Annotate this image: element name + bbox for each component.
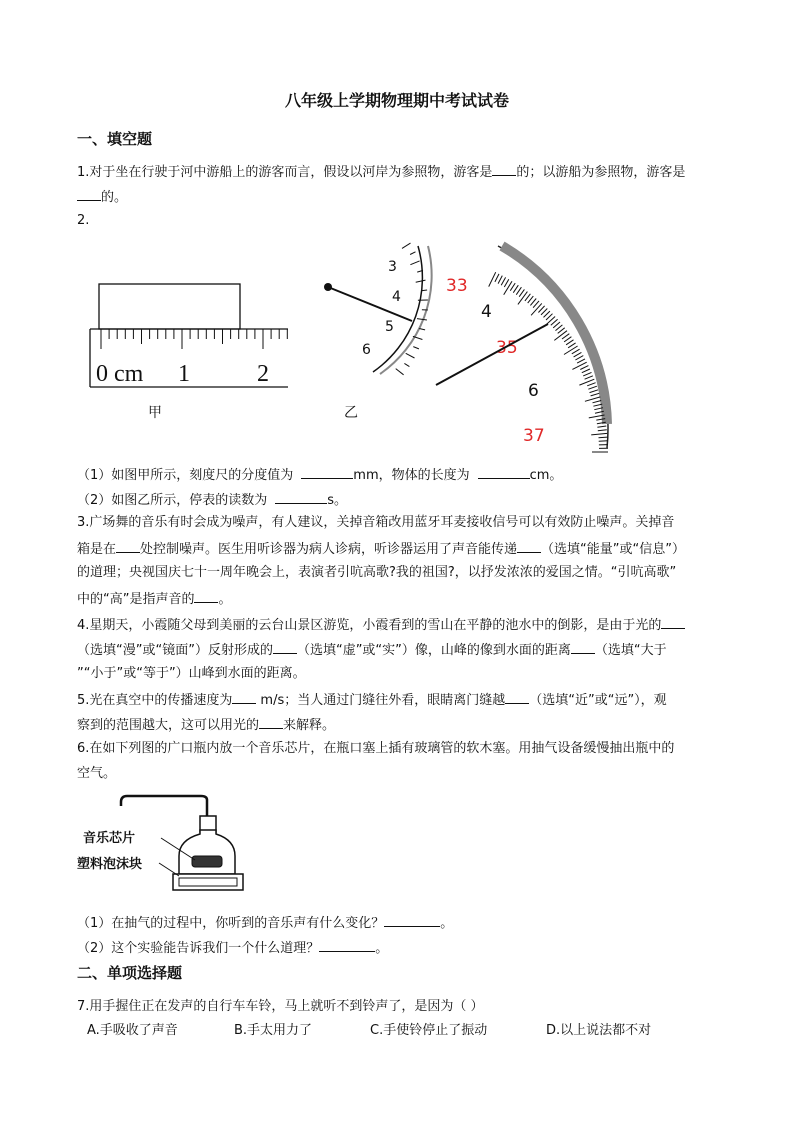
fig-label-music-chip: 音乐芯片 — [83, 831, 136, 846]
music-chip — [192, 856, 222, 867]
q2-sub1-text-a: （1）如图甲所示，刻度尺的分度值为 — [77, 468, 294, 483]
big-ticks-tick — [591, 393, 600, 396]
q2-sub1 — [77, 465, 562, 485]
big-ticks-tick — [564, 337, 571, 342]
q7-option-b[interactable]: B.手太用力了 — [234, 1023, 313, 1038]
big-ticks-tick — [495, 274, 499, 282]
question-3-line1: 3.广场舞的音乐有时会成为噪声，有人建议，关掉音箱改用蓝牙耳麦接收信号可以有效防止噪声。关掉音 — [77, 515, 675, 530]
section-heading-fill-blank: 一、填空题 — [77, 130, 153, 148]
big-ticks-tick — [564, 346, 578, 355]
q3-blank-3 — [194, 589, 218, 603]
question-4-line1 — [77, 615, 685, 635]
big-ticks-tick — [516, 287, 521, 295]
big-ticks-tick — [504, 281, 512, 295]
q2-blank-2 — [478, 465, 530, 479]
big-ticks-tick — [518, 292, 528, 305]
small-ticks-tick — [421, 290, 427, 291]
big-ticks-tick — [533, 301, 539, 308]
large-needle — [436, 324, 548, 385]
section-heading-single-choice: 二、单项选择题 — [77, 964, 183, 982]
q4-text-b: （选填“漫”或“镜面”）反射形成的 — [77, 643, 273, 658]
q4-blank-3 — [571, 640, 595, 654]
question-5-line2 — [77, 715, 335, 735]
big-ticks-tick — [498, 276, 502, 284]
big-ticks-tick — [583, 372, 591, 376]
big-ticks-tick — [577, 359, 585, 363]
q6-sub1 — [77, 913, 453, 933]
q5-text-b: m/s；当人通过门缝往外看，眼睛离门缝越 — [260, 693, 506, 708]
q5-blank-2 — [505, 690, 529, 704]
q1-text-b: 的；以游船为参照物，游客是 — [516, 165, 686, 180]
small-ticks-tick — [406, 353, 415, 358]
q7-option-d[interactable]: D.以上说法都不对 — [546, 1023, 652, 1038]
large-dial-4: 4 — [481, 302, 492, 322]
question-1 — [77, 162, 685, 182]
q5-blank-1 — [232, 690, 256, 704]
glass-tube — [121, 796, 207, 830]
big-ticks-tick — [531, 303, 542, 315]
big-ticks-tick — [597, 426, 606, 427]
q1-blank-2 — [77, 187, 101, 201]
question-6-line1: 6.在如下列图的广口瓶内放一个音乐芯片，在瓶口塞上插有玻璃管的软木塞。用抽气设备缓慢抽出瓶中的 — [77, 741, 675, 756]
q3-blank-2 — [517, 539, 541, 553]
ruler-label-0: 0 cm — [96, 361, 144, 387]
big-ticks-tick — [599, 437, 608, 438]
big-ticks-tick — [599, 441, 608, 442]
small-ticks-tick — [419, 329, 425, 330]
q7-option-a[interactable]: A.手吸收了声音 — [87, 1023, 178, 1038]
small-dial-6: 6 — [362, 342, 371, 358]
figure-label-yi: 乙 — [344, 405, 358, 421]
q6-blank-2 — [319, 938, 375, 952]
small-dial-4: 4 — [392, 289, 401, 305]
big-ticks-tick — [598, 430, 607, 431]
big-ticks-tick — [593, 401, 602, 403]
stopwatch-figure — [318, 244, 610, 450]
bottle-figure — [75, 790, 255, 900]
q4-text-d: （选填“大于 — [594, 643, 667, 658]
q4-text-a: 4.星期天，小霞随父母到美丽的云台山景区游览，小霞看到的雪山在平静的池水中的倒影，是由于光的 — [77, 618, 662, 633]
q6-sub2-text: （2）这个实验能告诉我们一个什么道理？ — [77, 941, 320, 956]
big-ticks-tick — [585, 397, 600, 401]
big-ticks-tick — [572, 349, 580, 354]
q6-sub1-text: （1）在抽气的过程中，你听到的音乐声有什么变化？ — [77, 916, 385, 931]
big-ticks-tick — [591, 433, 607, 435]
big-ticks-tick — [519, 289, 524, 296]
question-4-line2 — [77, 640, 667, 660]
q6-sub2-end: 。 — [375, 941, 389, 956]
small-ticks-tick — [402, 243, 411, 248]
q4-blank-2 — [273, 640, 297, 654]
ruler-label-1: 1 — [178, 361, 190, 387]
large-dial-ticks — [489, 272, 608, 452]
q1-blank-1 — [492, 162, 516, 176]
big-ticks-tick — [572, 362, 586, 369]
ruler-figure — [88, 280, 298, 390]
q2-blank-3 — [275, 490, 327, 504]
small-ticks-tick — [416, 280, 426, 282]
q2-sub1-text-b: mm，物体的长度为 — [353, 468, 470, 483]
large-dial-35: 35 — [496, 338, 518, 358]
q4-blank-1 — [661, 615, 685, 629]
big-ticks-tick — [588, 386, 597, 389]
small-ticks-tick — [410, 252, 415, 255]
small-ticks-tick — [396, 369, 404, 375]
large-dial-37: 37 — [523, 426, 545, 446]
question-3-line2 — [77, 539, 685, 559]
fig-label-foam: 塑料泡沫块 — [77, 857, 143, 872]
q2-sub2-text-b: s。 — [327, 493, 348, 508]
small-ticks-tick — [417, 319, 427, 320]
question-7-stem: 7.用手握住正在发声的自行车车铃，马上就听不到铃声了，是因为（ ） — [77, 999, 484, 1014]
big-ticks-tick — [525, 294, 531, 301]
q6-sub1-end: 。 — [440, 916, 454, 931]
question-2-number: 2. — [77, 213, 90, 228]
big-ticks-tick — [574, 352, 582, 357]
small-ticks-tick — [404, 363, 409, 366]
q3-text-d: 中的“高”是指声音的 — [77, 592, 195, 607]
q2-blank-1 — [301, 465, 353, 479]
q5-text-d: 察到的范围越大，这可以用光的 — [77, 718, 260, 733]
q3-text-b: 处控制噪声。医生用听诊器为病人诊病，听诊器运用了声音能传递 — [140, 542, 518, 557]
q3-blank-1 — [116, 539, 140, 553]
big-ticks-tick — [510, 283, 515, 291]
big-ticks-tick — [575, 356, 583, 360]
q5-text-c: （选填“近”或“远”），观 — [529, 693, 667, 708]
question-3-line4 — [77, 589, 232, 609]
q2-sub2 — [77, 490, 347, 510]
large-dial-6: 6 — [528, 381, 539, 401]
big-ticks-tick — [585, 376, 593, 379]
big-ticks-tick — [501, 277, 505, 285]
measured-block — [99, 284, 240, 329]
question-6-line2: 空气。 — [77, 766, 117, 781]
big-ticks-tick — [528, 296, 534, 303]
big-ticks-tick — [590, 390, 599, 393]
big-ticks-tick — [513, 285, 518, 293]
q6-blank-1 — [384, 913, 440, 927]
q1-text-a: 1.对于坐在行驶于河中游船上的游客而言，假设以河岸为参照物，游客是 — [77, 165, 493, 180]
large-dial-33: 33 — [446, 276, 468, 296]
big-ticks-tick — [553, 322, 560, 328]
big-ticks-tick — [530, 299, 536, 306]
q6-sub2 — [77, 938, 388, 958]
q4-text-c: （选填“虚”或“实”）像，山峰的像到水面的距离 — [296, 643, 571, 658]
ruler-ticks — [101, 329, 287, 349]
big-ticks-tick — [558, 328, 565, 334]
big-ticks-tick — [562, 334, 569, 339]
q7-option-c[interactable]: C.手使铃停止了振动 — [370, 1023, 488, 1038]
q5-text-e: 来解释。 — [283, 718, 336, 733]
big-ticks-tick — [566, 340, 573, 345]
big-ticks-tick — [556, 325, 563, 331]
big-ticks-tick — [489, 272, 496, 286]
small-ticks-tick — [413, 347, 419, 349]
question-1-line2 — [77, 187, 127, 207]
q3-text-a: 箱是在 — [77, 542, 117, 557]
page-title: 八年级上学期物理期中考试试卷 — [284, 91, 509, 110]
q3-text-e: 。 — [218, 592, 232, 607]
big-ticks-tick — [580, 366, 588, 370]
q1-text-c: 的。 — [101, 190, 128, 205]
big-ticks-tick — [554, 331, 567, 341]
small-ticks-tick — [410, 261, 419, 265]
big-ticks-tick — [504, 279, 509, 287]
ruler-label-2: 2 — [257, 361, 269, 387]
q2-sub2-text-a: （2）如图乙所示，停表的读数为 — [77, 493, 268, 508]
small-dial-5: 5 — [385, 319, 394, 335]
q2-sub1-text-c: cm。 — [529, 468, 563, 483]
question-3-line3: 的道理；央视国庆七十一周年晚会上，表演者引吭高歌?我的祖国?，以抒发浓浓的爱国之情。“引吭高歌” — [77, 565, 677, 580]
small-dial-3: 3 — [388, 259, 397, 275]
big-ticks-tick — [582, 369, 590, 373]
big-ticks-tick — [587, 383, 595, 386]
question-5-line1 — [77, 690, 667, 710]
q3-text-c: （选填“能量”或“信息”） — [541, 542, 685, 557]
big-ticks-tick — [568, 343, 576, 348]
question-4-line3: ”“小于”或“等于”）山峰到水面的距离。 — [77, 666, 306, 681]
q5-text-a: 5.光在真空中的传播速度为 — [77, 693, 233, 708]
q5-blank-3 — [259, 715, 283, 729]
figure-label-jia: 甲 — [148, 405, 162, 421]
